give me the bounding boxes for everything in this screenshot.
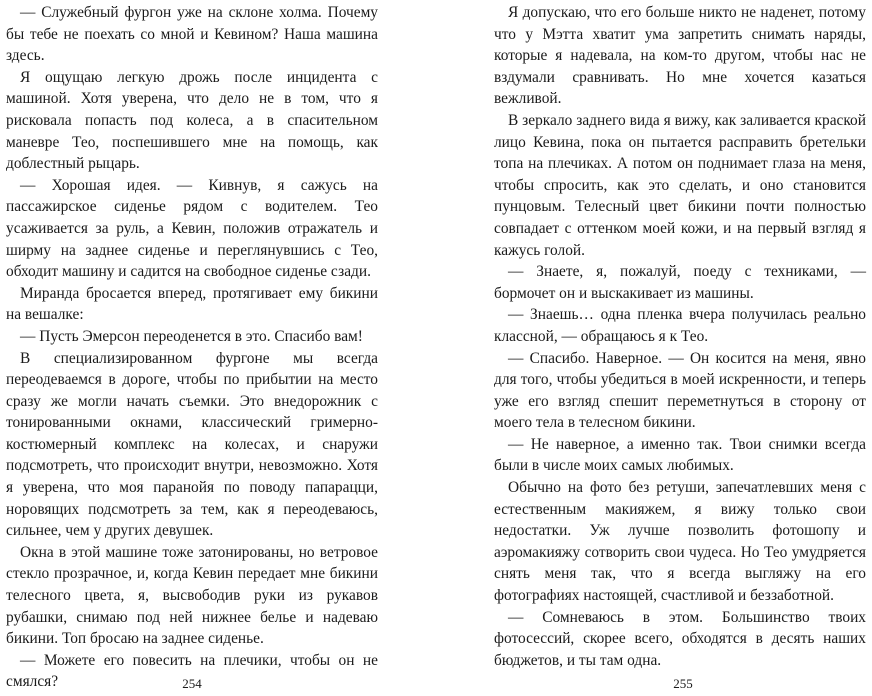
paragraph: В специализированном фургоне мы всегда переодеваемся в дороге, чтобы по прибытии на место сразу же могли начать съемки. Это внедорожник с тонированными окнами, классический гримерно-костюмерный комплекс на колесах, и снаружи подсмотреть, что происходит внутри, невозможно. Хотя я уверена, что моя паранойя по поводу папарацци, норовящих подсмотреть за тем, как я переодеваюсь, сильнее, чем у других девушек. bbox=[6, 349, 378, 540]
paragraph: — Пусть Эмерсон переоденется в это. Спасибо вам! bbox=[20, 327, 363, 345]
paragraph: — Не наверное, а именно так. Твои снимки всегда были в числе моих самых любимых. bbox=[494, 435, 866, 475]
paragraph: — Можете его повесить на плечики, чтобы он не смялся? bbox=[6, 651, 378, 691]
left-page-text bbox=[6, 2, 378, 693]
paragraph: В зеркало заднего вида я вижу, как заливается краской лицо Кевина, пока он пытается расправить бретельки топа на плечиках. А потом он поднимает глаза на меня, чтобы спросить, как это сделать, и оно становится пунцовым. Телесный цвет бикини почти полностью совпадает с оттенком моей кожи, и на первый взгляд я кажусь голой. bbox=[494, 111, 866, 259]
paragraph: — Хорошая идея. — Кивнув, я сажусь на пассажирское сиденье рядом с водителем. Тео усаживается за руль, а Кевин, положив отражатель и ширму на заднее сиденье и переглянувшись с Тео, обходит машину и садится на свободное сиденье сзади. bbox=[6, 176, 378, 281]
paragraph: Я допускаю, что его больше никто не наденет, потому что у Мэтта хватит ума запретить снимать наряды, которые я надевала, на ком-то другом, чтобы нас не вздумали сравнивать. Но мне хочется казаться вежливой. bbox=[494, 4, 866, 108]
paragraph: — Знаешь… одна пленка вчера получилась реально классной, — обращаюсь я к Тео. bbox=[494, 306, 866, 345]
right-page-text bbox=[494, 2, 866, 671]
paragraph: — Сомневаюсь в этом. Большинство твоих фотосессий, скорее всего, обходятся в десять наших бюджетов, и ты там одна. bbox=[494, 608, 866, 669]
page-number: 255 bbox=[673, 676, 693, 691]
paragraph: Я ощущаю легкую дрожь после инцидента с машиной. Хотя уверена, что дело не в том, что я рисковала попасть под колеса, а в спасительном маневре Тео, поспешившего мне на помощь, как доблестный рыцарь. bbox=[6, 68, 378, 173]
page-number: 254 bbox=[182, 676, 202, 691]
right-page bbox=[436, 0, 872, 696]
paragraph: — Знаете, я, пожалуй, поеду с техниками, — бормочет он и выскакивает из машины. bbox=[494, 263, 866, 302]
paragraph: Окна в этой машине тоже затонированы, но ветровое стекло прозрачное, и, когда Кевин передает мне бикини телесного цвета, я, высвободив руки из рукавов рубашки, снимаю под ней нижнее белье и надеваю бикини. Топ бросаю на заднее сиденье. bbox=[6, 543, 378, 648]
paragraph: — Служебный фургон уже на склоне холма. Почему бы тебе не поехать со мной и Кевином? Наша машина здесь. bbox=[6, 4, 378, 65]
paragraph: Миранда бросается вперед, протягивает ему бикини на вешалке: bbox=[6, 284, 378, 324]
paragraph: Обычно на фото без ретуши, запечатлевших меня с естественным макияжем, я вижу только свои недостатки. Уж лучше позволить фотошопу и аэромакияжу сотворить свои чудеса. Но Тео умудряется снять меня так, что я всегда выгляжу на его фотографиях настоящей, счастливой и беззаботной. bbox=[494, 479, 866, 605]
paragraph: — Спасибо. Наверное. — Он косится на меня, явно для того, чтобы убедиться в моей искренности, и теперь уже его взгляд спешит переметнуться в сторону от моего тела в телесном бикини. bbox=[494, 349, 866, 432]
